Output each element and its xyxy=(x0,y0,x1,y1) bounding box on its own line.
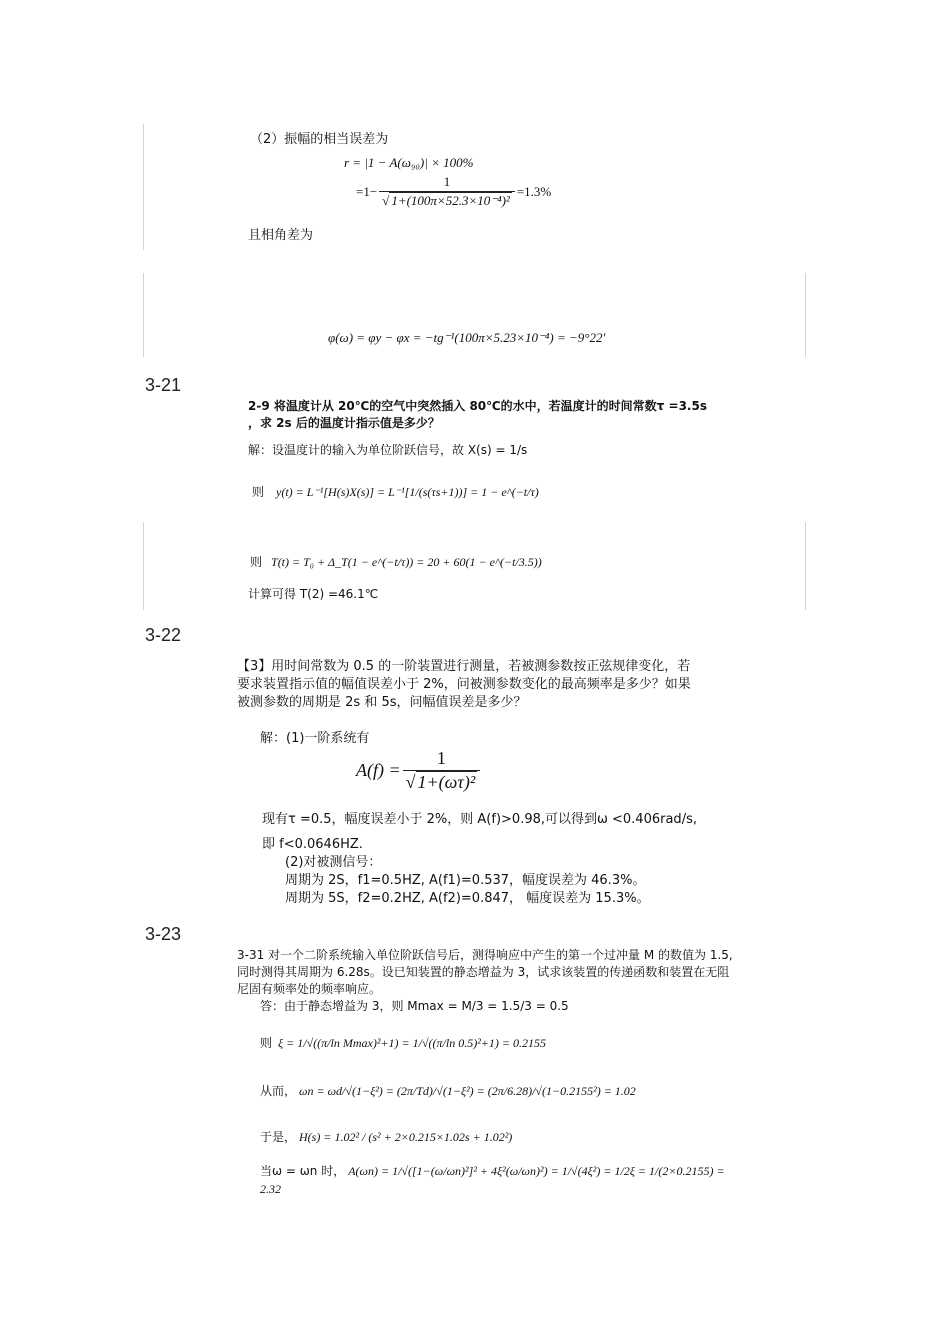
problem-3-22-line3: 被测参数的周期是 2s 和 5s，问幅值误差是多少？ xyxy=(237,695,527,710)
answer-3-23-mmax: 答：由于静态增益为 3，则 Mmax = M/3 = 1.5/3 = 0.5 xyxy=(260,999,569,1013)
question-label-3-23: 3-23 xyxy=(145,924,182,944)
problem-3-23-line2: 同时测得其周期为 6.28s。设已知装置的静态增益为 3，试求该装置的传递函数和装置在无阻 xyxy=(237,965,730,979)
solution-3-21-line1: 解：设温度计的输入为单位阶跃信号，故 X(s) = 1/s xyxy=(248,443,528,457)
solution-3-21-line2: 则 y(t) = L⁻¹[H(s)X(s)] = L⁻¹[1/(s(τs+1))] = 1 − e^(−t/τ) xyxy=(252,485,539,499)
answer-3-23-aw: 当ω = ωn 时， A(ωn) = 1/√([1−(ω/ωn)²]² + 4ξ²(ω/ωn)²) = 1/√(4ξ²) = 1/2ξ = 1/(2×0.2155) = 2.32 xyxy=(260,1164,725,1196)
solution-3-21-result: 计算可得 T(2) =46.1℃ xyxy=(248,587,379,601)
equation-r-line1: r = |1 − A(ω₉₀)| × 100% xyxy=(344,155,474,170)
frame-line-right-3 xyxy=(805,522,806,610)
answer-3-23-xi: 则 ξ = 1/√((π/ln Mmax)²+1) = 1/√((π/ln 0.5)²+1) = 0.2155 xyxy=(260,1036,546,1050)
problem-3-22-line2: 要求装置指示值的幅值误差小于 2%，问被测参数变化的最高频率是多少？如果 xyxy=(237,677,691,692)
solution-3-22-frequency: 即 f<0.0646HZ. xyxy=(262,837,363,852)
amplitude-error-heading: （2）振幅的相当误差为 xyxy=(250,132,389,147)
problem-3-22-line1: 【3】用时间常数为 0.5 的一阶装置进行测量，若被测参数按正弦规律变化，若 xyxy=(237,659,691,674)
problem-3-23-line1: 3-31 对一个二阶系统输入单位阶跃信号后，测得响应中产生的第一个过冲量 M 的数值为 1.5, xyxy=(237,948,733,962)
solution-3-22-period1: 周期为 2S，f1=0.5HZ, A(f1)=0.537，幅度误差为 46.3%。 xyxy=(285,873,646,888)
phase-equation: φ(ω) = φy − φx = −tg⁻¹(100π×5.23×10⁻⁴) = −9°22′ xyxy=(328,330,606,345)
problem-3-21: 2-9 将温度计从 20℃的空气中突然插入 80℃的水中，若温度计的时间常数τ =3.5s ，求 2s 后的温度计指示值是多少？ xyxy=(248,399,707,430)
frame-line-left-3 xyxy=(143,522,144,610)
problem-3-23-line3: 尼固有频率处的频率响应。 xyxy=(237,982,382,996)
solution-3-22-head: 解：(1)一阶系统有 xyxy=(260,731,370,746)
solution-3-22-part2: (2)对被测信号： xyxy=(285,855,382,870)
frame-line-left-1 xyxy=(143,124,144,250)
frame-line-right-2 xyxy=(805,273,806,357)
solution-3-21-line3: 则 T(t) = T₀ + Δ_T(1 − e^(−t/τ)) = 20 + 60(1 − e^(−t/3.5)) xyxy=(250,555,542,569)
amplitude-equation: A(f) = $\frac{1}{\text{√ 1+(ωτ)²}}$ xyxy=(356,748,482,793)
solution-3-22-period2: 周期为 5S，f2=0.2HZ, A(f2)=0.847， 幅度误差为 15.3%。 xyxy=(285,891,650,906)
solution-3-22-now: 现有τ =0.5，幅度误差小于 2%，则 A(f)>0.98,可以得到ω <0.406rad/s, xyxy=(262,812,697,827)
answer-3-23-wn: 从而， ωn = ωd/√(1−ξ²) = (2π/Td)/√(1−ξ²) = (2π/6.28)/√(1−0.2155²) = 1.02 xyxy=(260,1084,636,1098)
answer-3-23-hs: 于是， H(s) = 1.02² / (s² + 2×0.215×1.02s + 1.02²) xyxy=(260,1130,513,1144)
phase-difference-text: 且相角差为 xyxy=(248,228,314,243)
equation-r-line2: =1− $\frac{1}{\text{√ 1+(100π×52.3×10⁻⁴)²}}$ =1.3% xyxy=(356,174,552,208)
question-label-3-21: 3-21 xyxy=(145,375,182,395)
question-label-3-22: 3-22 xyxy=(145,625,182,645)
frame-line-left-2 xyxy=(143,273,144,357)
